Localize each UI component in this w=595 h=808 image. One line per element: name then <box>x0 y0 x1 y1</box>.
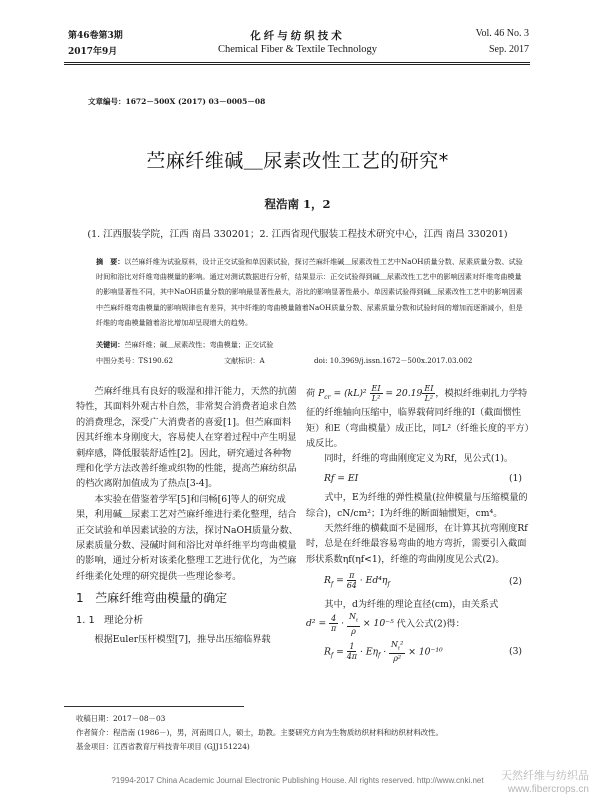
equation-1 <box>306 467 532 490</box>
header-rule-thin <box>64 64 530 65</box>
critical-load-paragraph <box>306 384 532 451</box>
right-column <box>306 384 532 667</box>
affiliation: (1. 江西服装学院，江西 南昌 330201；2. 江西省现代服装工程技术研究中心，江西 南昌 330201) <box>87 229 508 240</box>
doi: doi: 10.3969/j.issn.1672－500x.2017.03.002 <box>314 356 473 365</box>
received-date: 收稿日期：2017－08－03 <box>76 714 166 723</box>
watermark-cn: 天然纤维与纺织品 <box>501 769 589 782</box>
footnote-rule <box>64 706 244 707</box>
article-number: 文章编号：1672－500X (2017) 03－0005－08 <box>88 97 266 106</box>
article-title: 苎麻纤维碱＿尿素改性工艺的研究* <box>146 150 449 172</box>
author-name: 程浩南 1，2 <box>264 197 331 211</box>
equation-3-expr: $R_f$ = $\frac{1}{4\pi}$ · $E\eta_f$ · $\frac{N_t^2}{\text{ρ²}}$ × 10⁻¹⁰ <box>324 639 443 664</box>
left-column <box>76 384 300 648</box>
equation-1-number: (1) <box>508 472 522 484</box>
author-bio: 作者简介：程浩南 (1986－)，男，河南周口人，硕士，助教。主要研究方向为生物质纺织材料和纺织材料改性。 <box>76 728 443 737</box>
document-code: 文献标识：A <box>224 356 265 365</box>
equation-1-expr: Rf = EI <box>324 472 359 484</box>
keywords <box>96 340 528 350</box>
fund-project: 基金项目：江西省教育厅科技青年项目 (GJJ151224) <box>76 742 250 751</box>
abstract-label: 摘 要： <box>96 257 125 266</box>
diameter-relation-text: 代入公式(2)得： <box>396 618 465 630</box>
date-en: Sep. 2017 <box>489 44 529 55</box>
header-rule <box>64 62 530 63</box>
equation-3-number: (3) <box>508 645 522 657</box>
diameter-paragraph: 其中，d为纤维的理论直径(cm)，由关系式 <box>324 598 499 610</box>
variable-definitions: 式中，E为纤维的弹性模量(拉伸模量与压缩模量的综合)，cN/cm²；I为纤维的断面轴惯矩，cm⁴。 <box>306 492 528 519</box>
critical-load-text: ，模拟纤维刺扎力学特征的纤维轴向压缩中，临界载荷同纤维的I（截面惯性矩）和E（弯曲模量）成正比，同L²（纤维长度的平方）成反比。 <box>306 388 530 450</box>
volume-issue-cn: 第46卷第3期 <box>68 31 123 41</box>
keywords-text: 苎麻纤维；碱＿尿素改性；弯曲模量；正交试验 <box>124 340 274 349</box>
equation-2 <box>306 567 532 596</box>
intro-paragraph-1: 苎麻纤维具有良好的吸湿和排汗能力，天然的抗菌特性，其面料外观古朴自然，非常契合消费者追求自然的消费理念，深受广大消费者的喜爱[1]。但苎麻面料因其纤维本身刚度大，容易使人在穿着过程中产生明显刺痒感，降低服装舒适性[2]。因此，研究通过各种物理和化学方法改善纤维或织物的性能，提高苎麻纺织品的档次离附加值成为了热点[3-4]。 <box>76 386 297 490</box>
equation-3 <box>306 636 532 668</box>
subsection-1-1-number: 1. 1 <box>76 614 95 626</box>
subsection-1-1-heading <box>76 613 300 628</box>
equation-2-expr: $R_f$ = $\frac{\pi}{64}$ · $Ed^4\eta_f$ <box>324 571 390 591</box>
diameter-relation: d² = $\frac{4}{\pi}$ · $\frac{N_t}{\rho}$ × 10⁻⁵ 代入公式(2)得： <box>306 611 465 636</box>
intro-paragraph-2: 本实验在借鉴着学军[5]和闫畅[6]等人的研究成果，利用碱＿尿素工艺对苎麻纤维进行柔化整理，结合正交试验和单因素试验的方法，探讨NaOH质量分数、尿素质量分数、浸碱时间和浴比对单纤维平均弯曲模量的影响，通过分析对该柔化整理工艺进行优化，为苎麻纤维柔化处理的研究提供一些理论参考。 <box>76 493 298 582</box>
critical-load-prefix: 荷 <box>306 388 316 399</box>
equation-2-number: (2) <box>508 576 522 588</box>
theory-paragraph: 根据Euler压杆模型[7]，推导出压缩临界载 <box>94 634 271 646</box>
classification-line <box>96 356 536 366</box>
abstract <box>96 254 528 330</box>
volume-issue-en: Vol. 46 No. 3 <box>475 28 529 39</box>
section-1-title: 苎麻纤维弯曲模量的确定 <box>95 591 228 606</box>
copyright-footer: ?1994-2017 China Academic Journal Electronic Publishing House. All rights reserved. http://www.cnki.net <box>111 776 484 785</box>
journal-title-cn: 化纤与纺织技术 <box>250 30 345 42</box>
date-cn: 2017年9月 <box>68 47 118 57</box>
keywords-label: 关键词： <box>96 340 125 349</box>
clc-number: 中图分类号：TS190.62 <box>96 356 173 365</box>
abstract-text: 以苎麻纤维为试验原料，设计正交试验和单因素试验，探讨苎麻纤维碱＿尿素改性工艺中NaOH质量分数、尿素质量分数、试验时间和浴比对纤维弯曲模量的影响。通过对测试数据进行分析，结果显示：正交试验得到碱＿尿素改性工艺中的影响因素对纤维弯曲模量的影响显著性不同，其中NaOH质量分数的影响最显著性最大，浴比的影响显著性最小。单因素试验得到碱＿尿素改性工艺中的影响因素中苎麻纤维弯曲模量的影响规律也有差异，其中纤维的弯曲模量随着NaOH质量分数、尿素质量分数和试验时间的增加而逐渐减小，但是纤维的弯曲模量随着浴比增加却呈现增大的趋势。 <box>96 257 523 327</box>
watermark-url: www.fibercrops.cn <box>507 784 589 795</box>
shape-factor-paragraph: 天然纤维的横截面不是圆形，在计算其抗弯刚度Rf时，总是在纤维最容易弯曲的地方弯折，需要引入截面形状系数ηf(ηf<1)，纤维的弯曲刚度见公式(2)。 <box>306 523 528 565</box>
journal-title-en: Chemical Fiber & Textile Technology <box>217 44 378 55</box>
subsection-1-1-title: 理论分析 <box>104 614 144 626</box>
critical-load-formula: $P_{cr} = (kL)^2$ $\frac{EI}{\text{L²}}$ = 20.19 $\frac{EI}{\text{L²}}$ <box>318 384 434 403</box>
section-1-number: 1 <box>76 591 84 606</box>
bending-stiffness-def: 同时，纤维的弯曲刚度定义为Rf，见公式(1)。 <box>324 453 514 465</box>
section-1-heading <box>76 591 300 606</box>
